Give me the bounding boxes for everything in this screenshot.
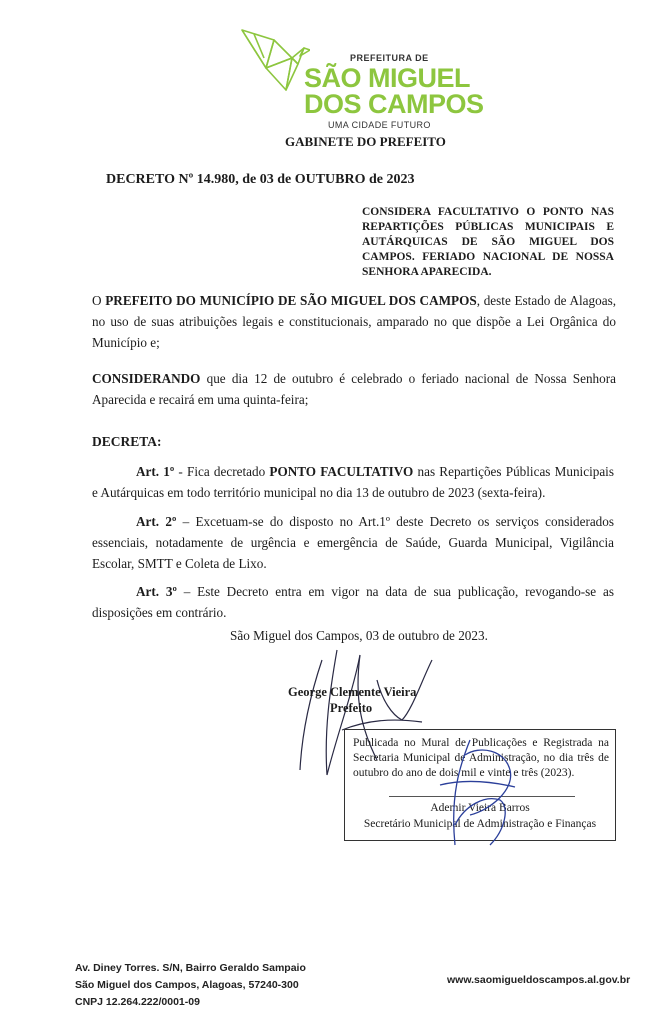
bird-logo-icon (240, 28, 310, 100)
publication-text: Publicada no Mural de Publicações e Registrada na Secretaria Municipal de Administração, no dia três de outubro do ano de dois mil e vinte e três (2023). (353, 737, 609, 779)
decreta-heading: DECRETA: (92, 434, 162, 449)
office-heading: GABINETE DO PREFEITO (285, 134, 446, 149)
decree-summary: CONSIDERA FACULTATIVO O PONTO NAS REPARTIÇÕES PÚBLICAS MUNICIPAIS E AUTÁRQUICAS DE SÃO MIGUEL DOS CAMPOS. FERIADO NACIONAL DE NOSSA SENHORA APARECIDA. (362, 206, 614, 278)
place-date: São Miguel dos Campos, 03 de outubro de 2023. (230, 628, 488, 643)
considering-paragraph: CONSIDERANDO que dia 12 de outubro é celebrado o feriado nacional de Nossa Senhora Aparecida e recairá em uma quinta-feira; (92, 371, 616, 407)
considering-bold: CONSIDERANDO (92, 371, 201, 386)
secretary-signature-icon (430, 735, 520, 855)
secretary-role: Secretário Municipal de Administração e Finanças (363, 818, 597, 830)
preamble-paragraph: O PREFEITO DO MUNICÍPIO DE SÃO MIGUEL DOS CAMPOS, deste Estado de Alagoas, no uso de suas atribuições legais e constitucionais, amparado no que dispõe a Lei Orgânica do Município e; (92, 293, 616, 350)
footer-address-line2: São Miguel dos Campos, Alagoas, 57240-300 (75, 979, 299, 991)
article-2: Art. 2º – Excetuam-se do disposto no Art.1º deste Decreto os serviços considerados essenciais, notadamente de urgência e emergência de Saúde, Guarda Municipal, Vigilância Escolar, SMTT e Coleta de Lixo. (92, 514, 615, 571)
logo-prefeitura-label: PREFEITURA DE (350, 53, 429, 63)
footer-website: www.saomigueldoscampos.al.gov.br (447, 974, 631, 986)
logo-city-line1: SÃO MIGUEL (304, 63, 471, 93)
footer-cnpj: CNPJ 12.264.222/0001-09 (75, 996, 200, 1008)
preamble-bold: PREFEITO DO MUNICÍPIO DE SÃO MIGUEL DOS CAMPOS (105, 293, 477, 308)
secretary-name: Ademir Vieira Barros (430, 802, 530, 814)
article-3: Art. 3º – Este Decreto entra em vigor na data de sua publicação, revogando-se as disposições em contrário. (92, 584, 614, 620)
footer-address-line1: Av. Diney Torres. S/N, Bairro Geraldo Sampaio (75, 962, 306, 974)
logo-city-line2: DOS CAMPOS (304, 89, 484, 119)
article-1: Art. 1º - Fica decretado PONTO FACULTATIVO nas Repartições Públicas Municipais e Autárquicas em todo território municipal no dia 13 de outubro de 2023 (sexta-feira). (92, 464, 614, 500)
signer-title: Prefeito (330, 701, 373, 715)
signer-name: George Clemente Vieira (288, 685, 417, 699)
logo-tagline: UMA CIDADE FUTURO (328, 120, 431, 130)
decree-title: DECRETO Nº 14.980, de 03 de OUTUBRO de 2023 (106, 172, 415, 187)
